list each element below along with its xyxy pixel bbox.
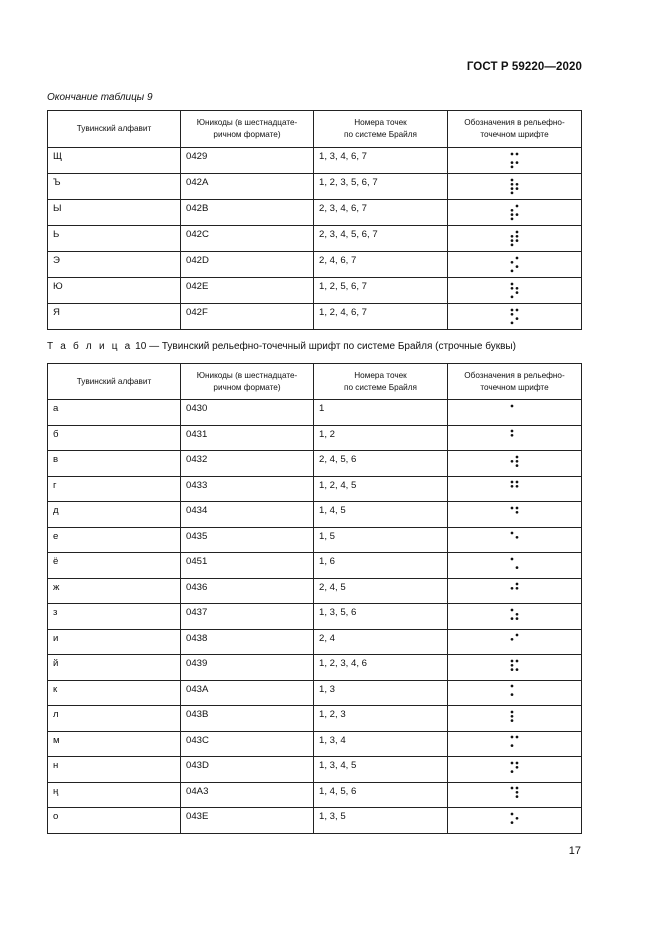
braille-dots-icon bbox=[510, 230, 520, 247]
table-row bbox=[48, 629, 582, 655]
braille-dot bbox=[515, 761, 518, 764]
unicode-code: 0439 bbox=[181, 655, 314, 681]
table10-caption bbox=[47, 341, 516, 352]
header-braille-symbol: Обозначения в рельефно- точечном шрифте bbox=[448, 364, 582, 400]
alphabet-letter: Ь bbox=[48, 226, 181, 252]
alphabet-letter: е bbox=[48, 527, 181, 553]
unicode-code: 043E bbox=[181, 808, 314, 834]
braille-dot bbox=[510, 322, 513, 325]
table-row bbox=[48, 578, 582, 604]
braille-dots-icon bbox=[510, 506, 520, 523]
alphabet-letter: н bbox=[48, 757, 181, 783]
braille-symbol-cell bbox=[448, 278, 582, 304]
braille-dots-icon bbox=[510, 633, 520, 650]
table-header-row bbox=[48, 364, 582, 400]
table-row bbox=[48, 731, 582, 757]
braille-dot bbox=[510, 736, 513, 739]
dot-numbers: 1, 3 bbox=[314, 680, 448, 706]
braille-dot bbox=[510, 261, 513, 264]
braille-dot bbox=[510, 715, 513, 718]
unicode-code: 042C bbox=[181, 226, 314, 252]
alphabet-letter: д bbox=[48, 502, 181, 528]
braille-dot bbox=[510, 430, 513, 433]
braille-dot bbox=[510, 719, 513, 722]
dot-numbers: 1 bbox=[314, 400, 448, 426]
braille-dots-icon bbox=[510, 455, 520, 472]
braille-symbol-cell bbox=[448, 400, 582, 426]
braille-dot bbox=[510, 218, 513, 221]
braille-dot bbox=[515, 766, 518, 769]
braille-dot bbox=[515, 187, 518, 190]
unicode-code: 0435 bbox=[181, 527, 314, 553]
table-row bbox=[48, 451, 582, 477]
braille-dot bbox=[515, 485, 518, 488]
braille-dot bbox=[515, 231, 518, 234]
braille-dot bbox=[515, 239, 518, 242]
alphabet-letter: а bbox=[48, 400, 181, 426]
table-row bbox=[48, 425, 582, 451]
header-dot-numbers: Номера точек по системе Брайля bbox=[314, 111, 448, 148]
braille-symbol-cell bbox=[448, 706, 582, 732]
braille-symbol-cell bbox=[448, 731, 582, 757]
braille-dot bbox=[515, 235, 518, 238]
braille-dot bbox=[515, 659, 518, 662]
alphabet-letter: к bbox=[48, 680, 181, 706]
braille-dot bbox=[510, 485, 513, 488]
alphabet-letter: Ъ bbox=[48, 174, 181, 200]
table-10 bbox=[47, 363, 582, 834]
braille-dot bbox=[515, 257, 518, 260]
braille-dot bbox=[510, 166, 513, 169]
table-row bbox=[48, 476, 582, 502]
unicode-code: 0438 bbox=[181, 629, 314, 655]
dot-numbers: 2, 3, 4, 5, 6, 7 bbox=[314, 226, 448, 252]
table-row bbox=[48, 226, 582, 252]
braille-symbol-cell bbox=[448, 604, 582, 630]
alphabet-letter: й bbox=[48, 655, 181, 681]
braille-dot bbox=[515, 317, 518, 320]
braille-dot bbox=[515, 617, 518, 620]
braille-symbol-cell bbox=[448, 252, 582, 278]
braille-symbol-cell bbox=[448, 629, 582, 655]
alphabet-letter: г bbox=[48, 476, 181, 502]
braille-dot bbox=[510, 812, 513, 815]
dot-numbers: 1, 5 bbox=[314, 527, 448, 553]
braille-dots-icon bbox=[510, 404, 520, 421]
unicode-code: 0430 bbox=[181, 400, 314, 426]
braille-dot bbox=[510, 179, 513, 182]
dot-numbers: 1, 6 bbox=[314, 553, 448, 579]
table-row bbox=[48, 304, 582, 330]
header-unicode: Юникоды (в шестнадцате- ричном формате) bbox=[181, 364, 314, 400]
header-alphabet: Тувинский алфавит bbox=[48, 364, 181, 400]
braille-dot bbox=[510, 557, 513, 560]
braille-dot bbox=[510, 153, 513, 156]
unicode-code: 043B bbox=[181, 706, 314, 732]
braille-dot bbox=[510, 506, 513, 509]
braille-symbol-cell bbox=[448, 808, 582, 834]
table10-caption-text: 10 — Тувинский рельефно-точечный шрифт по системе Брайля (строчные буквы) bbox=[135, 341, 516, 352]
braille-dot bbox=[515, 587, 518, 590]
braille-dot bbox=[515, 787, 518, 790]
braille-dot bbox=[515, 634, 518, 637]
braille-dot bbox=[510, 192, 513, 195]
table-row bbox=[48, 527, 582, 553]
unicode-code: 0433 bbox=[181, 476, 314, 502]
table-row bbox=[48, 400, 582, 426]
braille-dot bbox=[510, 664, 513, 667]
braille-dot bbox=[515, 566, 518, 569]
table-row bbox=[48, 808, 582, 834]
braille-dots-icon bbox=[510, 735, 520, 752]
braille-dot bbox=[515, 205, 518, 208]
table-row bbox=[48, 200, 582, 226]
braille-dots-icon bbox=[510, 178, 520, 195]
unicode-code: 0437 bbox=[181, 604, 314, 630]
braille-dot bbox=[510, 532, 513, 535]
braille-dot bbox=[510, 183, 513, 186]
braille-dot bbox=[515, 796, 518, 799]
table-row bbox=[48, 604, 582, 630]
braille-dots-icon bbox=[510, 608, 520, 625]
braille-dot bbox=[515, 309, 518, 312]
dot-numbers: 2, 4, 5, 6 bbox=[314, 451, 448, 477]
alphabet-letter: б bbox=[48, 425, 181, 451]
unicode-code: 042D bbox=[181, 252, 314, 278]
braille-dot bbox=[515, 736, 518, 739]
table9-caption: Окончание таблицы 9 bbox=[47, 92, 153, 103]
braille-dot bbox=[510, 481, 513, 484]
alphabet-letter: Э bbox=[48, 252, 181, 278]
unicode-code: 0429 bbox=[181, 148, 314, 174]
braille-dot bbox=[510, 187, 513, 190]
alphabet-letter: ё bbox=[48, 553, 181, 579]
braille-dot bbox=[510, 213, 513, 216]
braille-dot bbox=[515, 536, 518, 539]
alphabet-letter: о bbox=[48, 808, 181, 834]
braille-symbol-cell bbox=[448, 304, 582, 330]
unicode-code: 042F bbox=[181, 304, 314, 330]
alphabet-letter: в bbox=[48, 451, 181, 477]
alphabet-letter: ң bbox=[48, 782, 181, 808]
braille-dot bbox=[510, 244, 513, 247]
table-row bbox=[48, 553, 582, 579]
braille-dot bbox=[515, 183, 518, 186]
braille-dots-icon bbox=[510, 684, 520, 701]
dot-numbers: 2, 3, 4, 6, 7 bbox=[314, 200, 448, 226]
braille-symbol-cell bbox=[448, 200, 582, 226]
braille-dot bbox=[510, 685, 513, 688]
table-row bbox=[48, 148, 582, 174]
braille-dot bbox=[510, 287, 513, 290]
unicode-code: 04A3 bbox=[181, 782, 314, 808]
braille-dots-icon bbox=[510, 256, 520, 273]
braille-dot bbox=[515, 464, 518, 467]
alphabet-letter: Ю bbox=[48, 278, 181, 304]
braille-dot bbox=[510, 313, 513, 316]
alphabet-letter: м bbox=[48, 731, 181, 757]
alphabet-letter: ж bbox=[48, 578, 181, 604]
table-row bbox=[48, 782, 582, 808]
alphabet-letter: л bbox=[48, 706, 181, 732]
header-dot-numbers: Номера точек по системе Брайля bbox=[314, 364, 448, 400]
braille-dot bbox=[510, 283, 513, 286]
braille-dot bbox=[515, 213, 518, 216]
dot-numbers: 2, 4, 6, 7 bbox=[314, 252, 448, 278]
dot-numbers: 1, 4, 5 bbox=[314, 502, 448, 528]
table-row bbox=[48, 278, 582, 304]
alphabet-letter: Ы bbox=[48, 200, 181, 226]
braille-dots-icon bbox=[510, 761, 520, 778]
header-alphabet: Тувинский алфавит bbox=[48, 111, 181, 148]
braille-dot bbox=[515, 291, 518, 294]
braille-dot bbox=[510, 161, 513, 164]
braille-dot bbox=[510, 617, 513, 620]
braille-dot bbox=[510, 296, 513, 299]
table-row bbox=[48, 502, 582, 528]
braille-dot bbox=[515, 506, 518, 509]
braille-dots-icon bbox=[510, 812, 520, 829]
unicode-code: 0434 bbox=[181, 502, 314, 528]
braille-dot bbox=[515, 583, 518, 586]
braille-dots-icon bbox=[510, 308, 520, 325]
dot-numbers: 1, 4, 5, 6 bbox=[314, 782, 448, 808]
table9-body bbox=[48, 148, 582, 330]
braille-dots-icon bbox=[510, 480, 520, 497]
table-row bbox=[48, 655, 582, 681]
braille-symbol-cell bbox=[448, 782, 582, 808]
braille-dots-icon bbox=[510, 152, 520, 169]
alphabet-letter: з bbox=[48, 604, 181, 630]
dot-numbers: 2, 4 bbox=[314, 629, 448, 655]
dot-numbers: 1, 3, 4, 6, 7 bbox=[314, 148, 448, 174]
braille-dot bbox=[515, 668, 518, 671]
table-row bbox=[48, 174, 582, 200]
dot-numbers: 1, 2, 3, 5, 6, 7 bbox=[314, 174, 448, 200]
unicode-code: 0431 bbox=[181, 425, 314, 451]
unicode-code: 043A bbox=[181, 680, 314, 706]
dot-numbers: 1, 2, 3 bbox=[314, 706, 448, 732]
table-row bbox=[48, 680, 582, 706]
unicode-code: 042A bbox=[181, 174, 314, 200]
braille-dot bbox=[515, 153, 518, 156]
braille-dot bbox=[510, 761, 513, 764]
braille-dot bbox=[510, 309, 513, 312]
document-header: ГОСТ Р 59220—2020 bbox=[466, 61, 582, 73]
unicode-code: 042B bbox=[181, 200, 314, 226]
table-row bbox=[48, 252, 582, 278]
braille-dots-icon bbox=[510, 710, 520, 727]
braille-dot bbox=[510, 770, 513, 773]
braille-dot bbox=[510, 710, 513, 713]
braille-dot bbox=[510, 460, 513, 463]
braille-dot bbox=[510, 659, 513, 662]
braille-symbol-cell bbox=[448, 578, 582, 604]
alphabet-letter: Я bbox=[48, 304, 181, 330]
braille-dot bbox=[515, 481, 518, 484]
header-unicode: Юникоды (в шестнадцате- ричном формате) bbox=[181, 111, 314, 148]
braille-dot bbox=[510, 404, 513, 407]
braille-dot bbox=[515, 460, 518, 463]
dot-numbers: 1, 3, 4, 5 bbox=[314, 757, 448, 783]
braille-symbol-cell bbox=[448, 655, 582, 681]
braille-dots-icon bbox=[510, 429, 520, 446]
braille-dot bbox=[515, 161, 518, 164]
braille-dot bbox=[510, 821, 513, 824]
unicode-code: 043D bbox=[181, 757, 314, 783]
braille-symbol-cell bbox=[448, 425, 582, 451]
unicode-code: 043C bbox=[181, 731, 314, 757]
page-number: 17 bbox=[568, 845, 581, 857]
braille-dot bbox=[510, 745, 513, 748]
braille-dot bbox=[510, 608, 513, 611]
table10-body bbox=[48, 400, 582, 834]
braille-dot bbox=[510, 668, 513, 671]
braille-dot bbox=[510, 239, 513, 242]
braille-dot bbox=[515, 817, 518, 820]
braille-dot bbox=[515, 511, 518, 514]
header-braille-symbol: Обозначения в рельефно- точечном шрифте bbox=[448, 111, 582, 148]
table-row bbox=[48, 706, 582, 732]
braille-symbol-cell bbox=[448, 757, 582, 783]
dot-numbers: 1, 2, 3, 4, 6 bbox=[314, 655, 448, 681]
braille-dot bbox=[510, 694, 513, 697]
unicode-code: 0451 bbox=[181, 553, 314, 579]
braille-symbol-cell bbox=[448, 476, 582, 502]
unicode-code: 0436 bbox=[181, 578, 314, 604]
table-header-row bbox=[48, 111, 582, 148]
dot-numbers: 1, 2 bbox=[314, 425, 448, 451]
braille-dot bbox=[510, 270, 513, 273]
braille-symbol-cell bbox=[448, 502, 582, 528]
braille-dot bbox=[515, 613, 518, 616]
braille-symbol-cell bbox=[448, 174, 582, 200]
dot-numbers: 1, 3, 5 bbox=[314, 808, 448, 834]
table-row bbox=[48, 757, 582, 783]
braille-symbol-cell bbox=[448, 527, 582, 553]
braille-symbol-cell bbox=[448, 451, 582, 477]
dot-numbers: 1, 3, 5, 6 bbox=[314, 604, 448, 630]
braille-symbol-cell bbox=[448, 148, 582, 174]
braille-dots-icon bbox=[510, 531, 520, 548]
alphabet-letter: Щ bbox=[48, 148, 181, 174]
braille-dot bbox=[515, 455, 518, 458]
braille-dots-icon bbox=[510, 786, 520, 803]
braille-symbol-cell bbox=[448, 680, 582, 706]
alphabet-letter: и bbox=[48, 629, 181, 655]
braille-dot bbox=[515, 287, 518, 290]
braille-dots-icon bbox=[510, 282, 520, 299]
dot-numbers: 1, 2, 5, 6, 7 bbox=[314, 278, 448, 304]
braille-dot bbox=[510, 235, 513, 238]
dot-numbers: 1, 3, 4 bbox=[314, 731, 448, 757]
braille-dots-icon bbox=[510, 582, 520, 599]
dot-numbers: 2, 4, 5 bbox=[314, 578, 448, 604]
braille-symbol-cell bbox=[448, 553, 582, 579]
table10-caption-prefix: Т а б л и ц а bbox=[47, 341, 133, 352]
braille-dot bbox=[510, 638, 513, 641]
braille-dots-icon bbox=[510, 557, 520, 574]
braille-dot bbox=[510, 209, 513, 212]
dot-numbers: 1, 2, 4, 5 bbox=[314, 476, 448, 502]
braille-dots-icon bbox=[510, 204, 520, 221]
braille-symbol-cell bbox=[448, 226, 582, 252]
braille-dot bbox=[510, 787, 513, 790]
braille-dot bbox=[515, 791, 518, 794]
braille-dot bbox=[515, 265, 518, 268]
braille-dots-icon bbox=[510, 659, 520, 676]
dot-numbers: 1, 2, 4, 6, 7 bbox=[314, 304, 448, 330]
unicode-code: 0432 bbox=[181, 451, 314, 477]
braille-dot bbox=[510, 434, 513, 437]
braille-dot bbox=[510, 587, 513, 590]
table-9 bbox=[47, 110, 582, 330]
unicode-code: 042E bbox=[181, 278, 314, 304]
